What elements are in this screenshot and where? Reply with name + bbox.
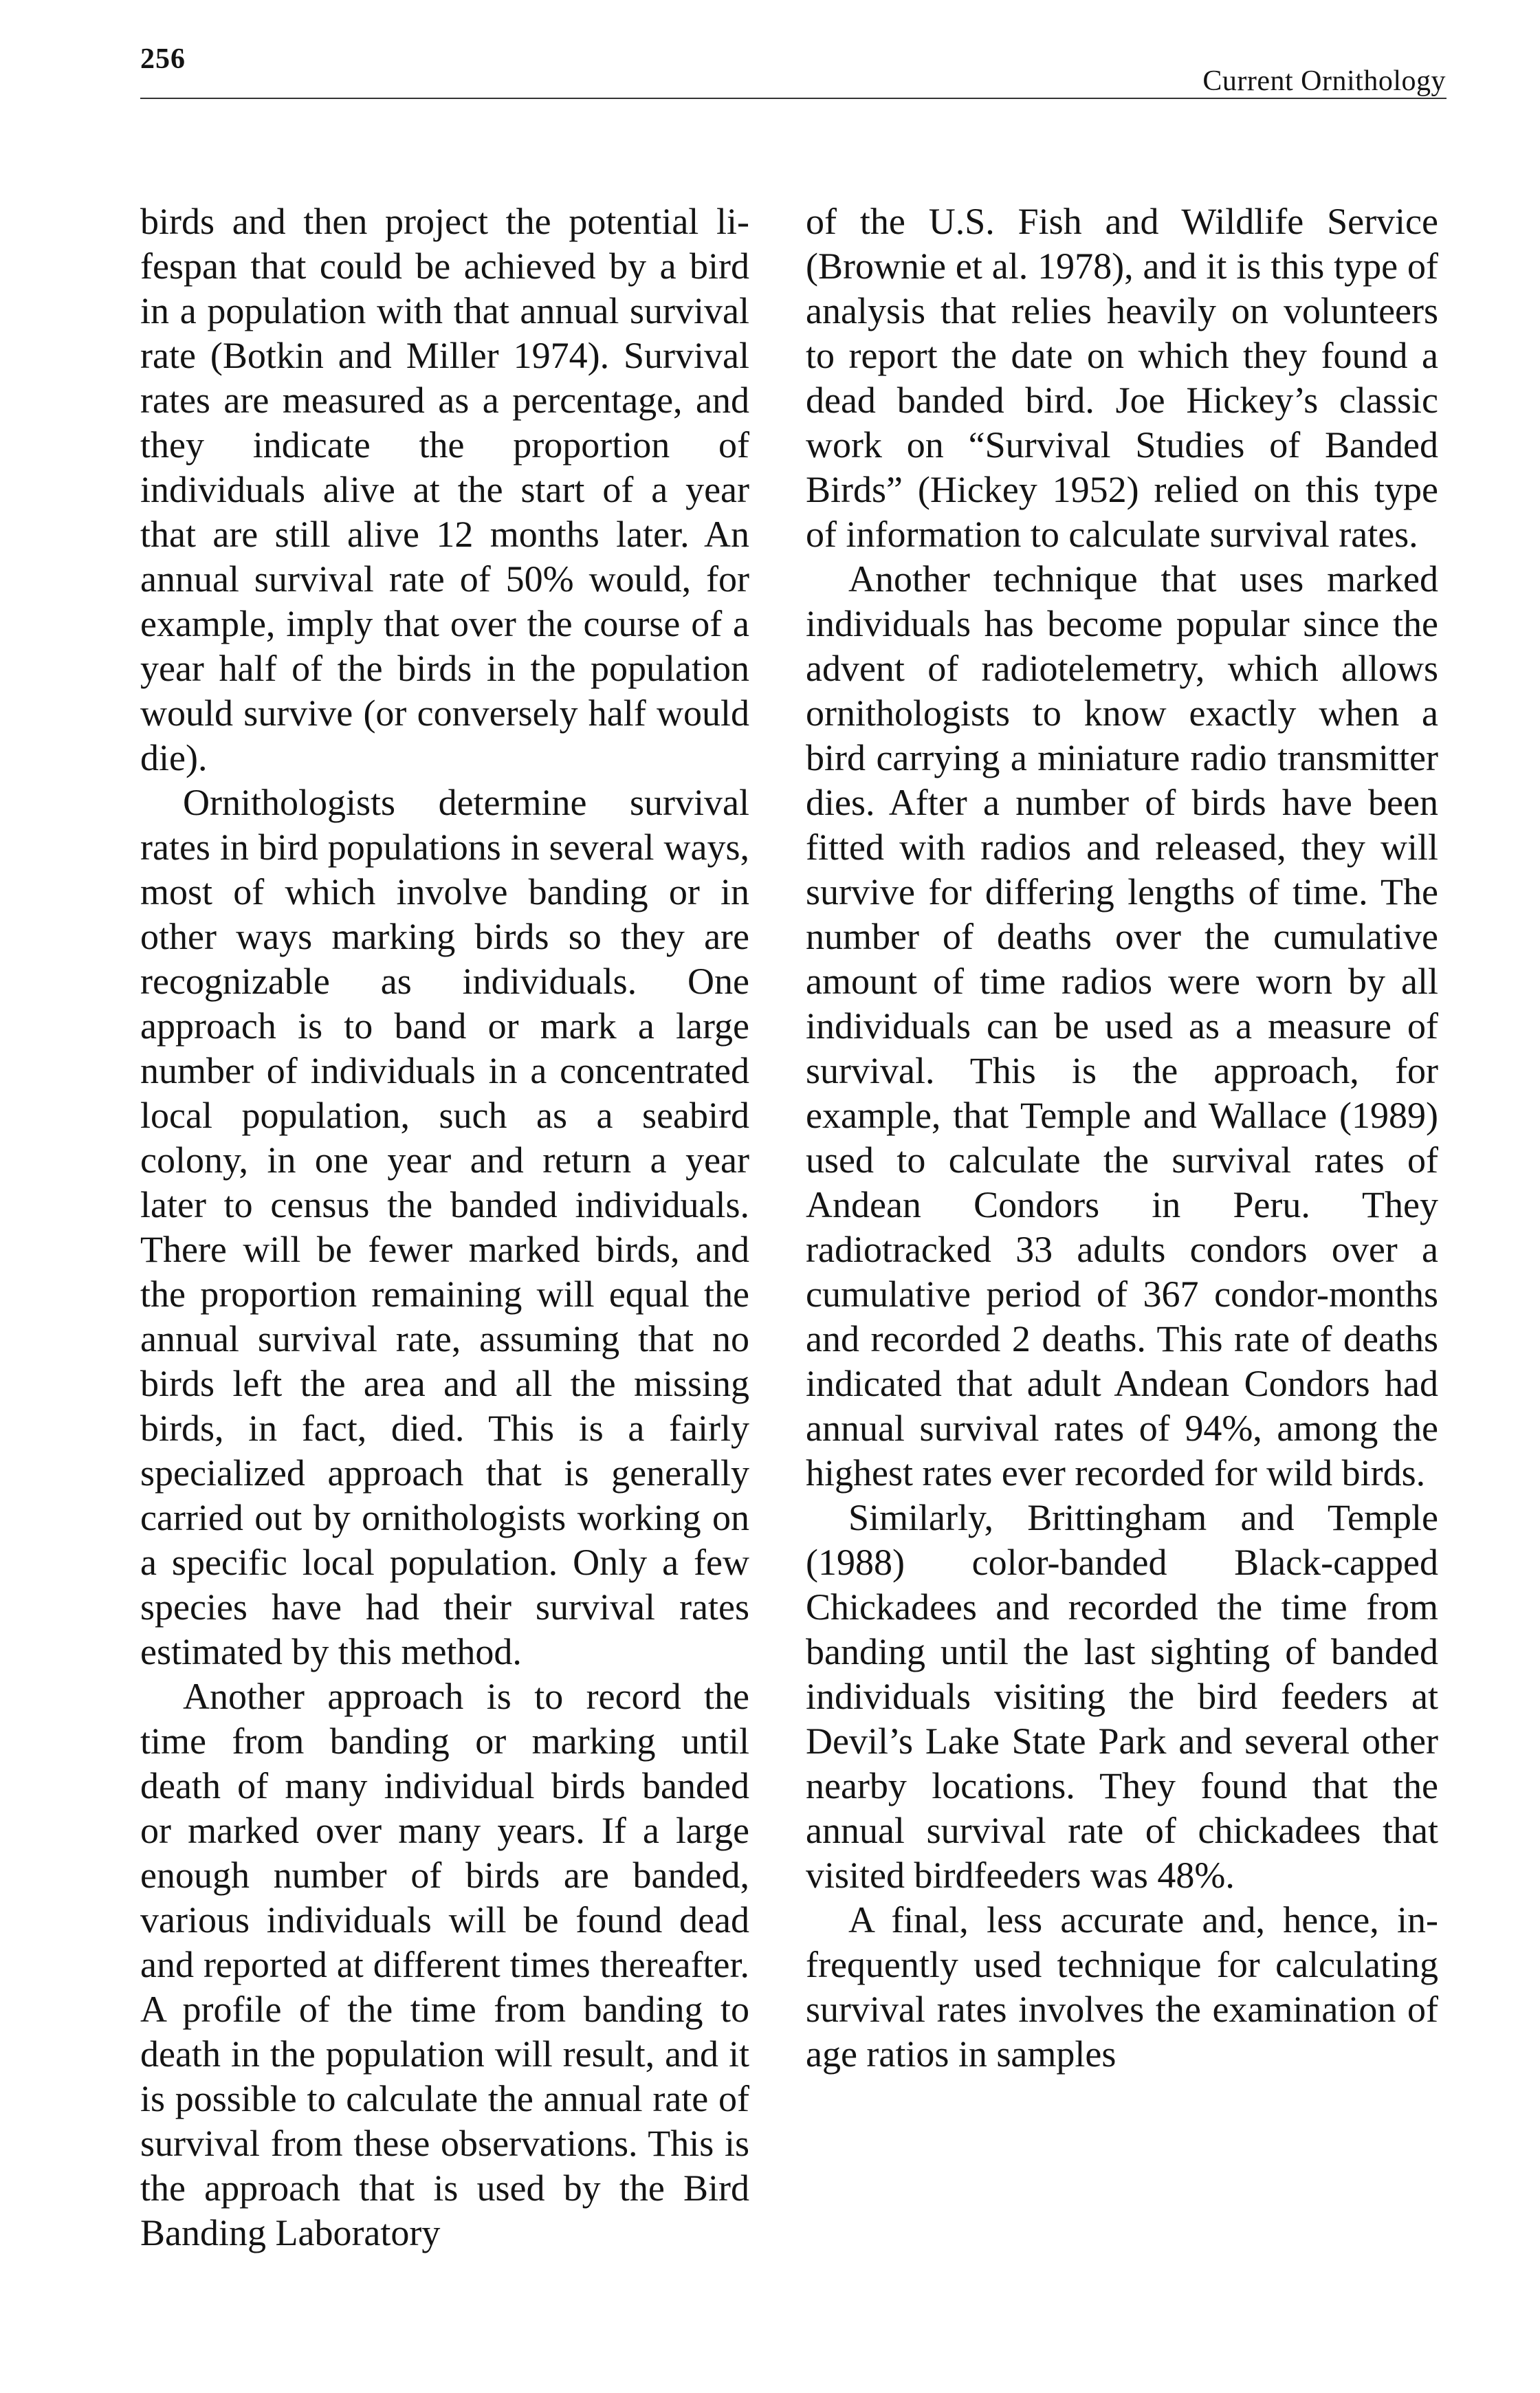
running-head: Current Ornithology [1202,65,1446,97]
paragraph: Another technique that uses marked individuals has become popular since the advent of radiotelemetry, which allows ornithologists to know exactly when a bird carrying a miniature radio transmitter dies. After a number of birds have been fitted with radios and released, they will survive for differing lengths of time. The number of deaths over the cumulative amount of time radios were worn by all individuals can be used as a measure of survival. This is the approach, for example, that Temple and Wallace (1989) used to calculate the survival rates of Andean Condors in Peru. They radiotracked 33 adults condors over a cumulative period of 367 condor-months and recorded 2 deaths. This rate of deaths indicated that adult Andean Condors had annual survival rates of 94%, among the highest rates ever recorded for wild birds. [806,558,1438,1494]
page-number: 256 [140,43,186,75]
paragraph: Another approach is to record the time from banding or marking until death of many individual birds banded or marked over many years. If a large enough number of birds are banded, various individuals will be found dead and reported at different times thereafter. A profile of the time from banding to death in the population will result, and it is possible to calculate the annual rate of survival from these observations. This is the approach that is used by the Bird Banding Laboratory [140,1676,749,2253]
paragraph: Similarly, Brittingham and Temple (1988) color-banded Black-capped Chickadees and recorded the time from banding until the last sighting of banded individuals visiting the bird feeders at Devil’s Lake State Park and several other nearby locations. They found that the annual survival rate of chickadees that visited birdfeeders was 48%. [806,1497,1438,1896]
paragraph: birds and then project the potential lifespan that could be achieved by a bird in a population with that annual survival rate (Botkin and Miller 1974). Survival rates are measured as a percentage, and they indicate the proportion of individuals alive at the start of a year that are still alive 12 months later. An annual survival rate of 50% would, for example, imply that over the course of a year half of the birds in the population would survive (or conversely half would die). [140,201,749,778]
left-column [140,199,749,2255]
paragraph: Ornithologists determine survival rates in bird populations in several ways, most of which involve banding or in other ways marking birds so they are recognizable as individuals. One approach is to band or mark a large number of individuals in a concentrated local population, such as a seabird colony, in one year and return a year later to census the banded individuals. There will be fewer marked birds, and the proportion remaining will equal the annual survival rate, assuming that no birds left the area and all the missing birds, in fact, died. This is a fairly specialized approach that is generally carried out by ornithologists working on a specific local population. Only a few species have had their survival rates estimated by this method. [140,782,749,1672]
paragraph: of the U.S. Fish and Wildlife Service (Brownie et al. 1978), and it is this type of analysis that relies heavily on volunteers to report the date on which they found a dead banded bird. Joe Hickey’s classic work on “Survival Studies of Banded Birds” (Hickey 1952) relied on this type of information to calculate survival rates. [806,201,1438,555]
right-column [806,199,1438,2077]
header-rule [140,98,1446,99]
paragraph: A final, less accurate and, hence, infrequently used technique for calculating survival rates involves the examination of age ratios in samples [806,1899,1438,2075]
